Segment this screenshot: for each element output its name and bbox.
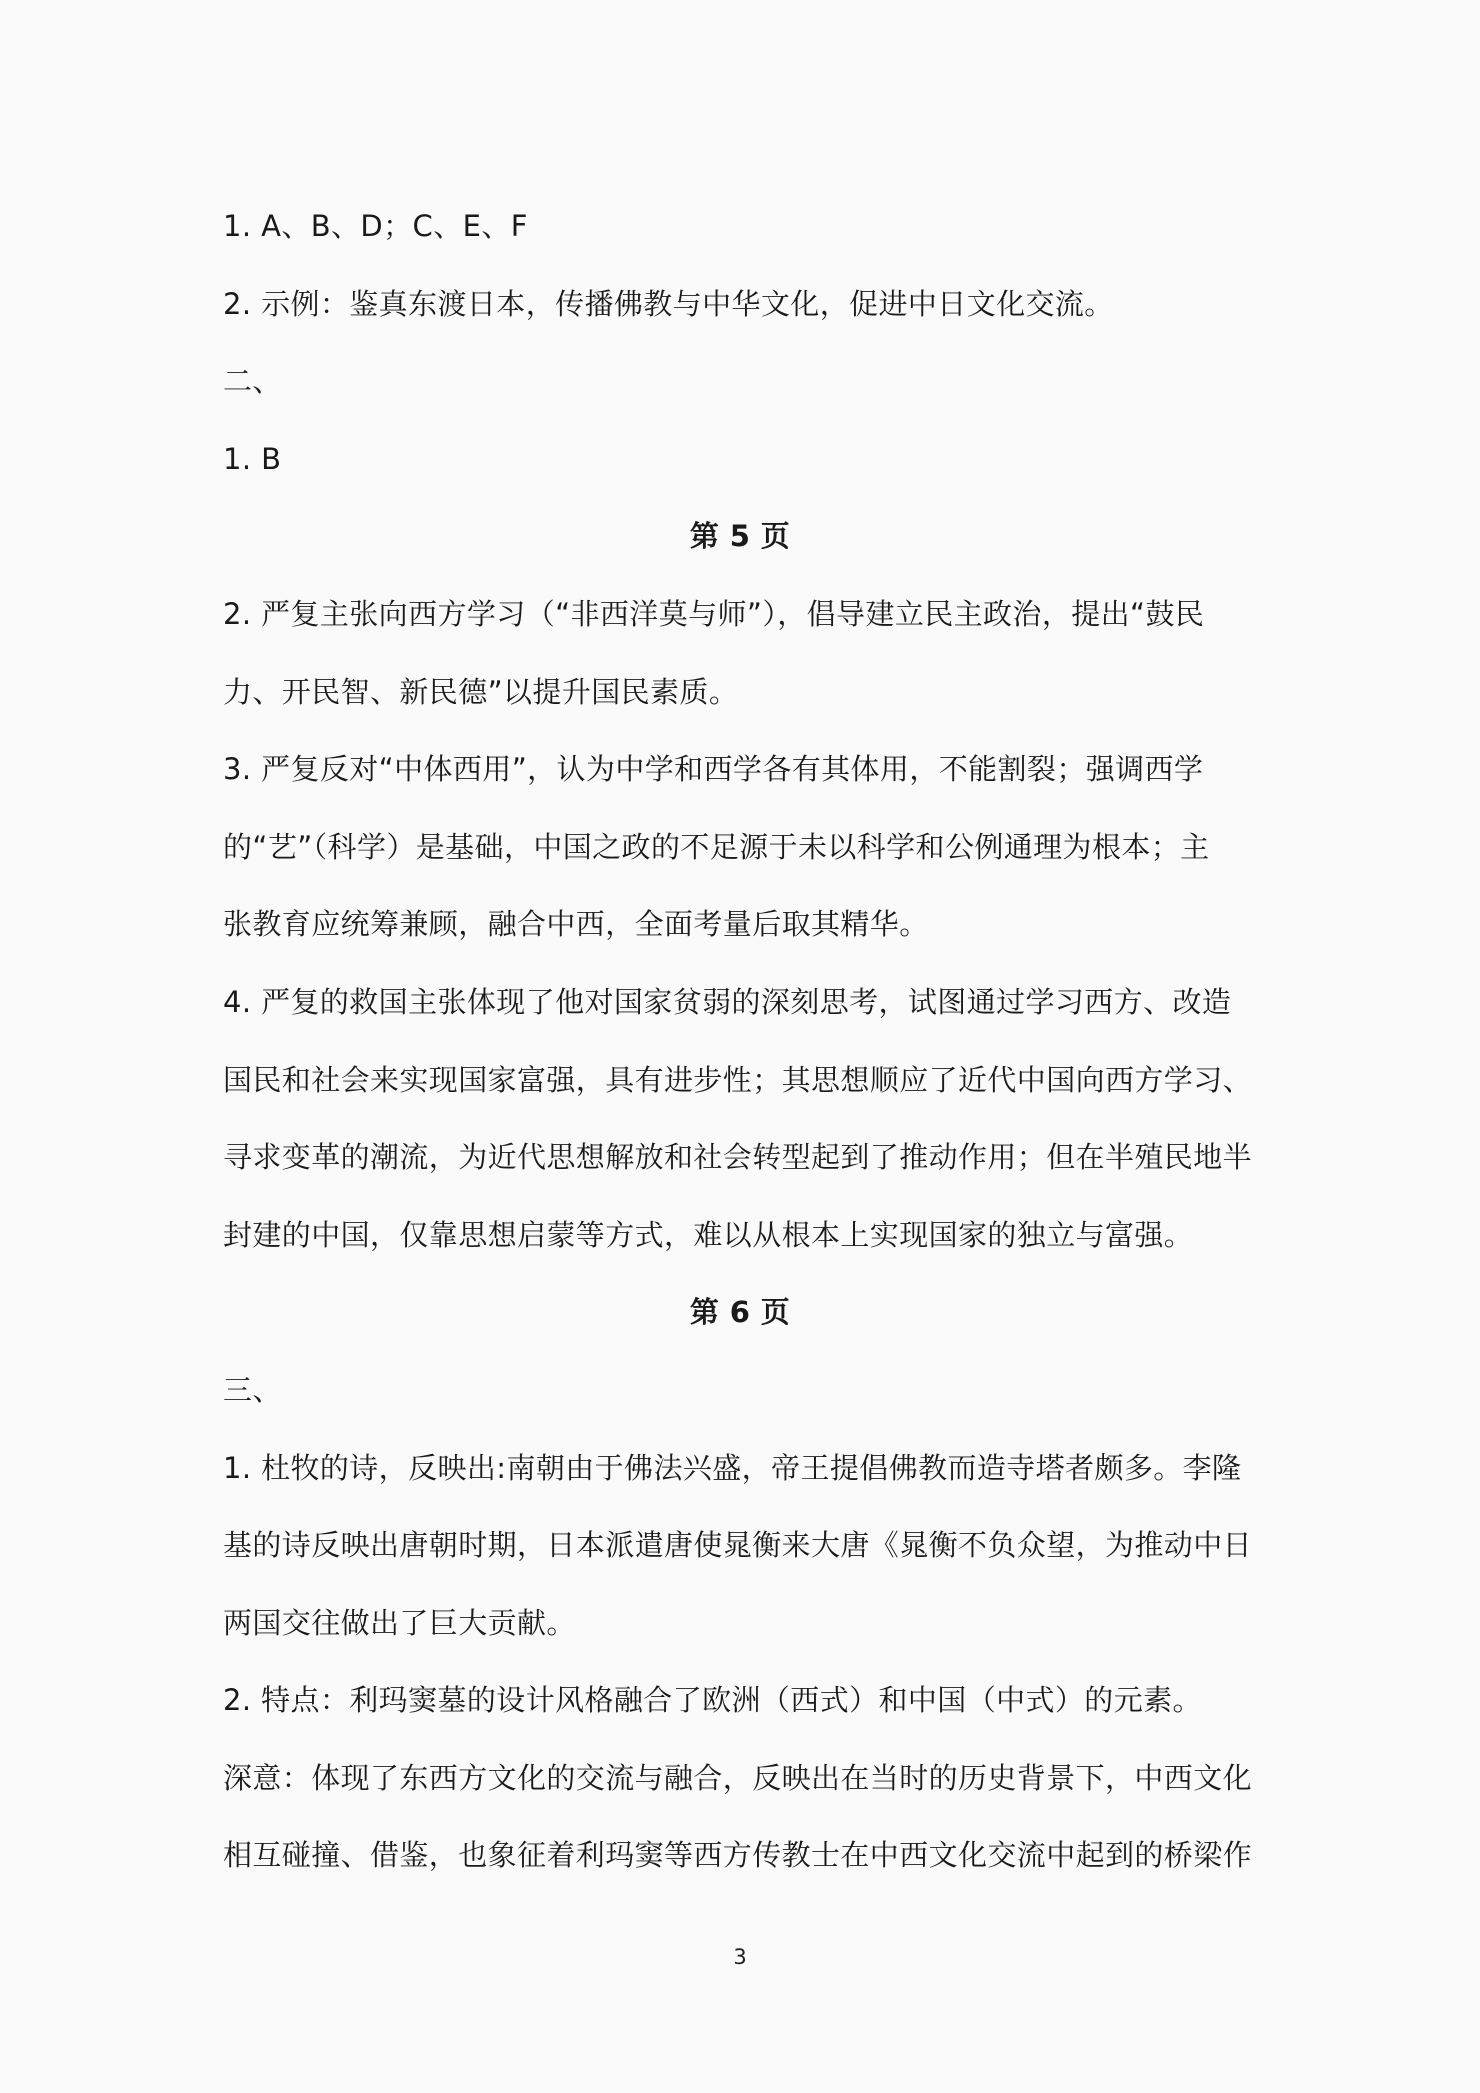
answer-line: 1. A、B、D；C、E、F [223,209,528,243]
answer-line: 4. 严复的救国主张体现了他对国家贫弱的深刻思考，试图通过学习西方、改造 [223,984,1232,1019]
answer-line: 3. 严复反对“中体西用”，认为中学和西学各有其体用，不能割裂；强调西学 [223,752,1204,787]
page-heading: 第 5 页 [689,519,791,554]
answer-line: 国民和社会来实现国家富强，具有进步性；其思想顺应了近代中国向西方学习、 [223,1062,1253,1097]
answer-line: 基的诗反映出唐朝时期，日本派遣唐使晁衡来大唐《晁衡不负众望，为推动中日 [223,1528,1253,1563]
answer-line: 1. 杜牧的诗，反映出:南朝由于佛法兴盛，帝王提倡佛教而造寺塔者颇多。李隆 [223,1450,1242,1485]
answer-line: 两国交往做出了巨大贡献。 [223,1605,576,1640]
answer-line: 封建的中国，仅靠思想启蒙等方式，难以从根本上实现国家的独立与富强。 [223,1217,1194,1252]
section-label: 三、 [223,1372,282,1407]
page-number: 3 [733,1945,747,1969]
answer-line: 张教育应统筹兼顾，融合中西，全面考量后取其精华。 [223,907,929,942]
answer-line: 力、开民智、新民德”以提升国民素质。 [223,674,739,709]
document-body [223,188,1257,1895]
answer-line: 2. 特点：利玛窦墓的设计风格融合了欧洲（西式）和中国（中式）的元素。 [223,1683,1202,1718]
answer-line: 相互碰撞、借鉴，也象征着利玛窦等西方传教士在中西文化交流中起到的桥梁作 [223,1838,1253,1873]
answer-line: 2. 严复主张向西方学习（“非西洋莫与师”），倡导建立民主政治，提出“鼓民 [223,596,1205,631]
answer-line: 寻求变革的潮流，为近代思想解放和社会转型起到了推动作用；但在半殖民地半 [223,1140,1253,1175]
answer-line: 的“艺”（科学）是基础，中国之政的不足源于未以科学和公例通理为根本；主 [223,829,1210,864]
page-heading: 第 6 页 [689,1295,791,1330]
section-label: 二、 [223,364,282,399]
answer-line: 1. B [223,441,282,476]
answer-line: 深意：体现了东西方文化的交流与融合，反映出在当时的历史背景下，中西文化 [223,1760,1253,1795]
answer-line: 2. 示例：鉴真东渡日本，传播佛教与中华文化，促进中日文化交流。 [223,286,1114,321]
